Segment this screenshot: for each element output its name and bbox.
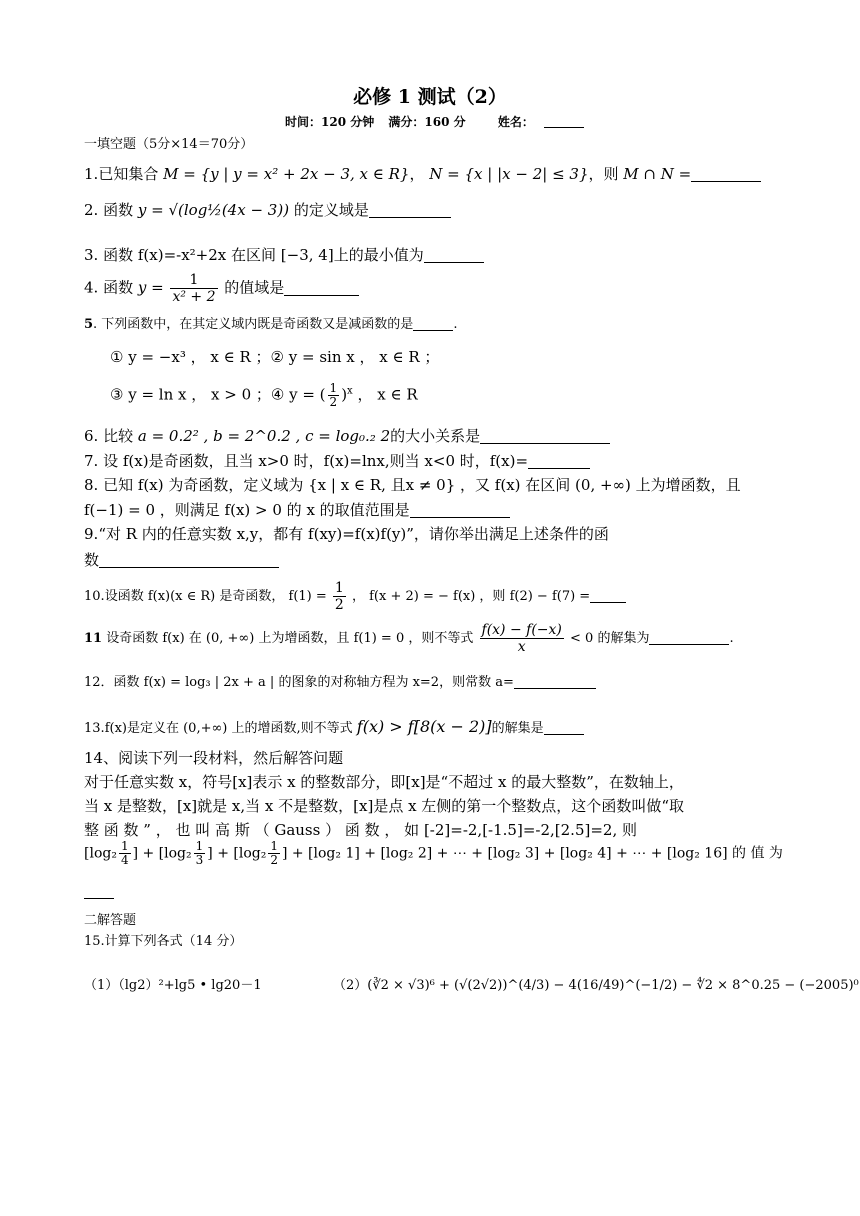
question-9-line-2: 数 bbox=[84, 549, 279, 571]
page-title: 必修 1 测试（2） bbox=[353, 86, 507, 108]
question-7: 7. 设 f(x)是奇函数，且当 x>0 时，f(x)=lnx,则当 x<0 时，f(x)= bbox=[84, 450, 590, 472]
question-15-part-2: （2）(∛2 × √3)⁶ + (√(2√2))^(4/3) − 4(16/49)^(−1/2) − ∜2 × 8^0.25 − (−2005)⁰ bbox=[333, 978, 859, 993]
exam-meta bbox=[285, 113, 594, 130]
question-1: 1.已知集合 M = {y | y = x² + 2x − 3, x ∈ R}， N = {x | |x − 2| ≤ 3}，则 M ∩ N = bbox=[84, 163, 761, 185]
question-15-part-1: （1）（lg2）²+lg5 • lg20－1 bbox=[84, 978, 262, 993]
answer-blank bbox=[369, 203, 451, 218]
q5-options-1: ① y = −x³ ， x ∈ R ；② y = sin x ， x ∈ R ； bbox=[110, 348, 440, 366]
answer-blank bbox=[284, 281, 359, 296]
question-4: 4. 函数 y = $\frac{1}{\text{x² + 2}}$ 的值域是 bbox=[84, 272, 359, 305]
name-blank bbox=[544, 115, 584, 128]
answer-blank bbox=[514, 674, 596, 689]
answer-blank bbox=[410, 503, 510, 518]
answer-blank bbox=[480, 429, 610, 444]
answer-blank bbox=[691, 167, 761, 182]
score-info: 满分：160 分 bbox=[388, 115, 466, 129]
question-9-line-1: 9.“对 R 内的任意实数 x,y，都有 f(xy)=f(x)f(y)”，请你举出满足上述条件的函 bbox=[84, 525, 609, 543]
answer-blank bbox=[590, 588, 626, 603]
question-14-blank bbox=[84, 880, 114, 902]
question-5: 5. 下列函数中，在其定义域内既是奇函数又是减函数的是 . bbox=[84, 317, 458, 332]
answer-blank bbox=[84, 884, 114, 899]
q2-expression: y = √(log½(4x − 3)) bbox=[137, 201, 290, 219]
question-10: 10.设函数 f(x)(x ∈ R) 是奇函数， f(1) = $\frac{1}{2}$ ， f(x + 2) = − f(x) ，则 f(2) − f(7) = bbox=[84, 580, 626, 613]
answer-blank bbox=[544, 720, 584, 735]
question-15-title: 15.计算下列各式（14 分） bbox=[84, 934, 243, 949]
section-answer: 二解答题 bbox=[84, 913, 137, 928]
section-fill-in: 一填空题（5分×14＝70分） bbox=[84, 137, 254, 152]
time-info: 时间：120 分钟 bbox=[285, 115, 375, 129]
question-14-line-3: 整 函 数 ” ， 也 叫 高 斯 （ Gauss ） 函 数 ， 如 [-2]=-2,[-1.5]=-2,[2.5]=2, 则 bbox=[84, 821, 637, 839]
answer-blank bbox=[413, 316, 453, 331]
question-14-line-4: [log₂ $\frac{1}{4}$ ] + [log₂ $\frac{1}{3}$ ] + [log₂ $\frac{1}{2}$ ] + [log₂ 1] + [log₂ 2] + ⋯ + [log₂ 3] + [log₂ 4] + ⋯ + [log₂ 16] 的 值 为 bbox=[84, 839, 783, 867]
answer-blank bbox=[528, 454, 590, 469]
fraction: $\frac{1}{\text{x² + 2}}$ bbox=[172, 272, 216, 305]
question-11: 11 设奇函数 f(x) 在 (0, +∞) 上为增函数，且 f(1) = 0 ，则不等式 $\frac{f(x) - f(-x)}{x}$ < 0 的解集为 . bbox=[84, 622, 734, 655]
question-8-line-2: f(−1) = 0 ，则满足 f(x) > 0 的 x 的取值范围是 bbox=[84, 499, 510, 521]
answer-blank bbox=[424, 248, 484, 263]
question-14-line-1: 对于任意实数 x，符号[x]表示 x 的整数部分，即[x]是“不超过 x 的最大整数”，在数轴上， bbox=[84, 773, 684, 791]
question-14-title: 14、阅读下列一段材料，然后解答问题 bbox=[84, 749, 344, 767]
answer-blank bbox=[649, 630, 729, 645]
question-14-line-2: 当 x 是整数，[x]就是 x,当 x 不是整数，[x]是点 x 左侧的第一个整数点，这个函数叫做“取 bbox=[84, 797, 684, 815]
name-label: 姓名： bbox=[497, 115, 534, 129]
q5-options-2: ③ y = ln x ， x > 0 ；④ y = ( $\frac{1}{2}$ )$^x$ ， x ∈ R bbox=[110, 381, 418, 409]
question-13: 13.f(x)是定义在 (0,+∞) 上的增函数,则不等式 f(x) > f[8(x − 2)]的解集是 bbox=[84, 716, 584, 740]
answer-blank bbox=[99, 553, 279, 568]
question-12: 12．函数 f(x) = log₃ | 2x + a | 的图象的对称轴方程为 x=2，则常数 a= bbox=[84, 672, 596, 694]
question-3: 3. 函数 f(x)=-x²+2x 在区间 [−3, 4]上的最小值为 bbox=[84, 244, 484, 266]
question-6: 6. 比较 a = 0.2² , b = 2^0.2 , c = log₀.₂ 2的大小关系是 bbox=[84, 425, 610, 447]
question-8-line-1: 8. 已知 f(x) 为奇函数，定义域为 {x | x ∈ R, 且x ≠ 0} ，又 f(x) 在区间 (0, +∞) 上为增函数，且 bbox=[84, 476, 741, 494]
question-2: 2. 函数 y = √(log½(4x − 3)) 的定义域是 bbox=[84, 199, 451, 221]
